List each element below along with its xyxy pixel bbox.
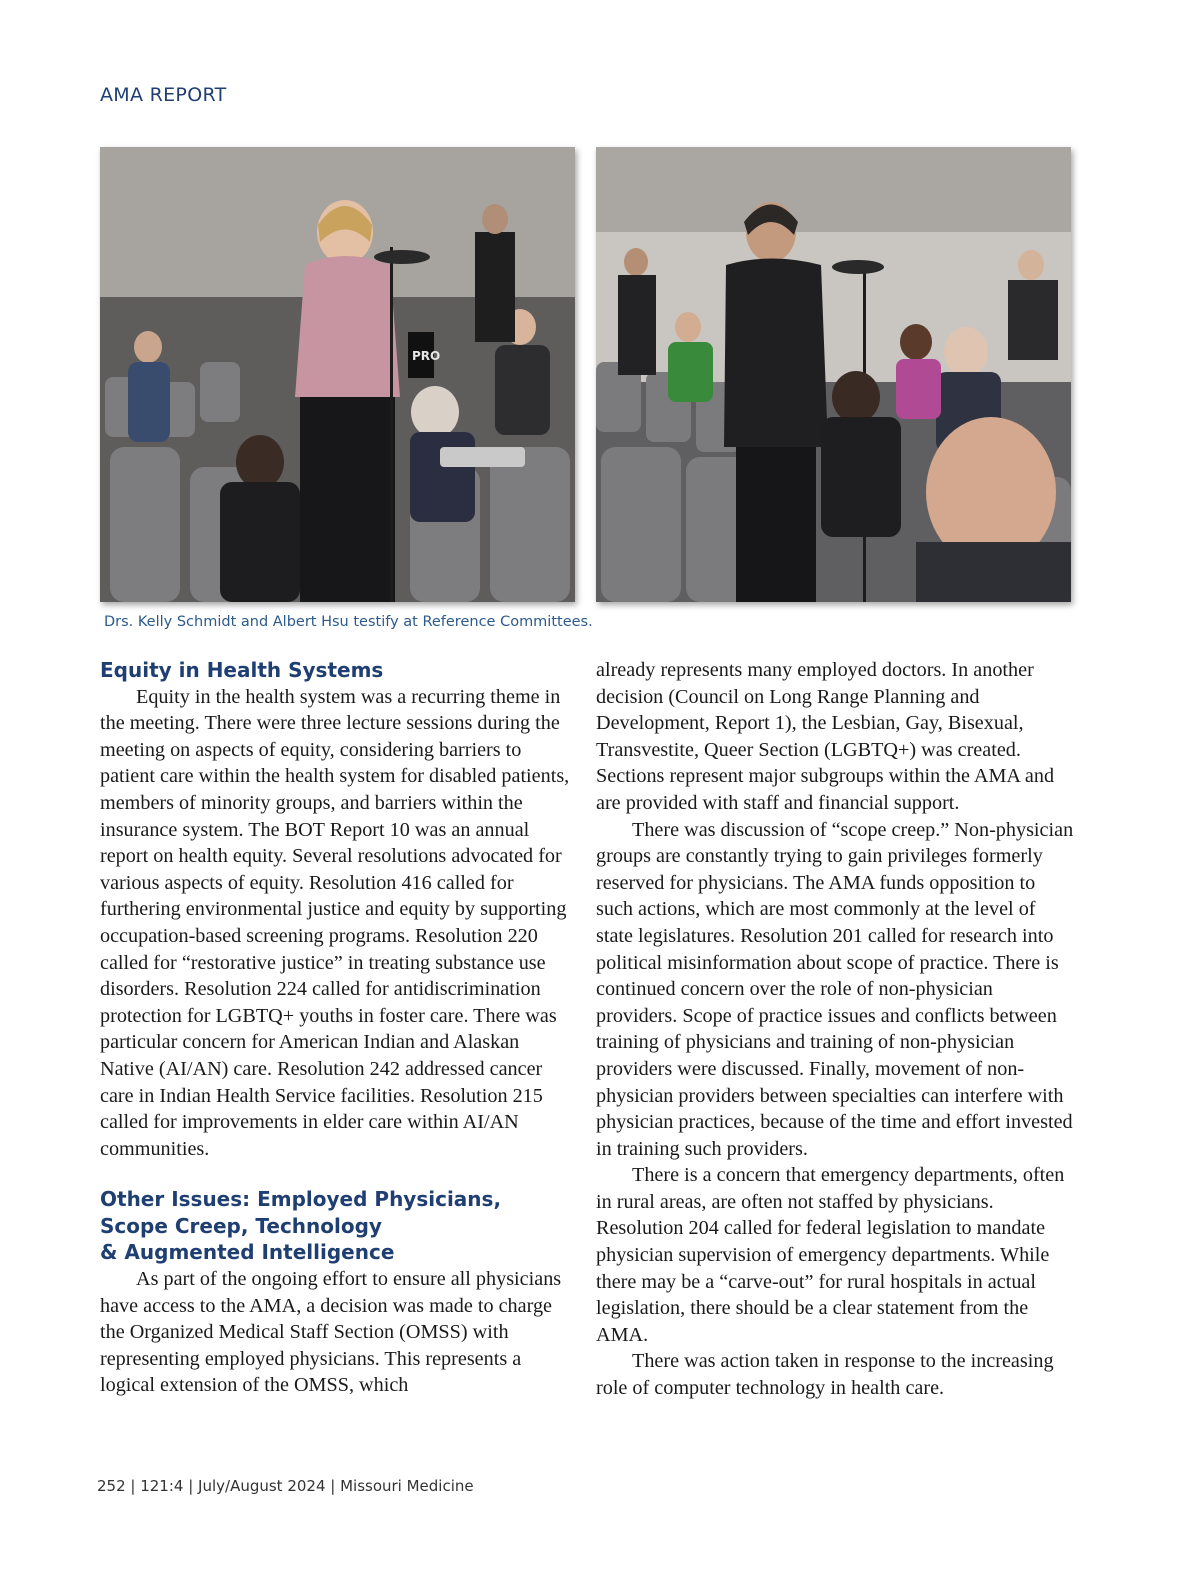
heading-other-issues-line3: & Augmented Intelligence bbox=[100, 1240, 395, 1265]
photo-left bbox=[100, 147, 575, 602]
left-column bbox=[100, 657, 578, 1399]
photo-right-image bbox=[596, 147, 1071, 602]
paragraph-emergency-departments: There is a concern that emergency departments, often in rural areas, are often not staffed by physicians. Resolution 204 called for federal legislation to mandate physician supervision of emergency departments. While there may be a “carve-out” for rural hospitals in actual legislation, there should be a clear statement from the AMA. bbox=[596, 1164, 1065, 1346]
page-footer: 252 | 121:4 | July/August 2024 | Missouri Medicine bbox=[97, 1477, 474, 1495]
paragraph-technology: There was action taken in response to the increasing role of computer technology in health care. bbox=[596, 1350, 1054, 1400]
heading-other-issues bbox=[100, 1186, 578, 1266]
paragraph-omss-continued: already represents many employed doctors. In another decision (Council on Long Range Planning and Development, Report 1), the Lesbian, Gay, Bisexual, Transvestite, Queer Section (LGBTQ+) was created. Sections represent major subgroups within the AMA and are provided with staff and financial support. bbox=[596, 659, 1055, 814]
section-label: AMA REPORT bbox=[100, 84, 227, 106]
heading-equity: Equity in Health Systems bbox=[100, 658, 384, 682]
photo-right bbox=[596, 147, 1071, 602]
paragraph-scope-creep: There was discussion of “scope creep.” Non-physician groups are constantly trying to gain privileges formerly reserved for physicians. The AMA funds opposition to such actions, which are most commonly at the level of state legislatures. Resolution 201 called for research into political misinformation about scope of practice. There is continued concern over the role of non-physician providers. Scope of practice issues and conflicts between training of physicians and training of non-physician providers were discussed. Finally, movement of non-physician providers between specialties can interfere with physician practices, because of the time and effort invested in training such providers. bbox=[596, 818, 1074, 1160]
right-column bbox=[596, 657, 1074, 1402]
heading-other-issues-line2: Scope Creep, Technology bbox=[100, 1213, 382, 1238]
heading-other-issues-line1: Other Issues: Employed Physicians, bbox=[100, 1187, 502, 1212]
photo-left-image bbox=[100, 147, 575, 602]
pro-sign-text: PRO bbox=[412, 349, 441, 363]
paragraph-equity: Equity in the health system was a recurring theme in the meeting. There were three lecture sessions during the meeting on aspects of equity, considering barriers to patient care within the health system for disabled patients, members of minority groups, and barriers within the insurance system. The BOT Report 10 was an annual report on health equity. Several resolutions advocated for various aspects of equity. Resolution 416 called for furthering environmental justice and equity by supporting occupation-based screening programs. Resolution 220 called for “restorative justice” in treating substance use disorders. Resolution 224 called for antidiscrimination protection for LGBTQ+ youths in foster care. There was particular concern for American Indian and Alaskan Native (AI/AN) care. Resolution 242 addressed cancer care in Indian Health Service facilities. Resolution 215 called for improvements in elder care within AI/AN communities. bbox=[100, 685, 570, 1160]
paragraph-employed-physicians: As part of the ongoing effort to ensure all physicians have access to the AMA, a decision was made to charge the Organized Medical Staff Section (OMSS) with representing employed physicians. This represents a logical extension of the OMSS, which bbox=[100, 1268, 562, 1397]
photo-caption: Drs. Kelly Schmidt and Albert Hsu testify at Reference Committees. bbox=[104, 614, 593, 630]
